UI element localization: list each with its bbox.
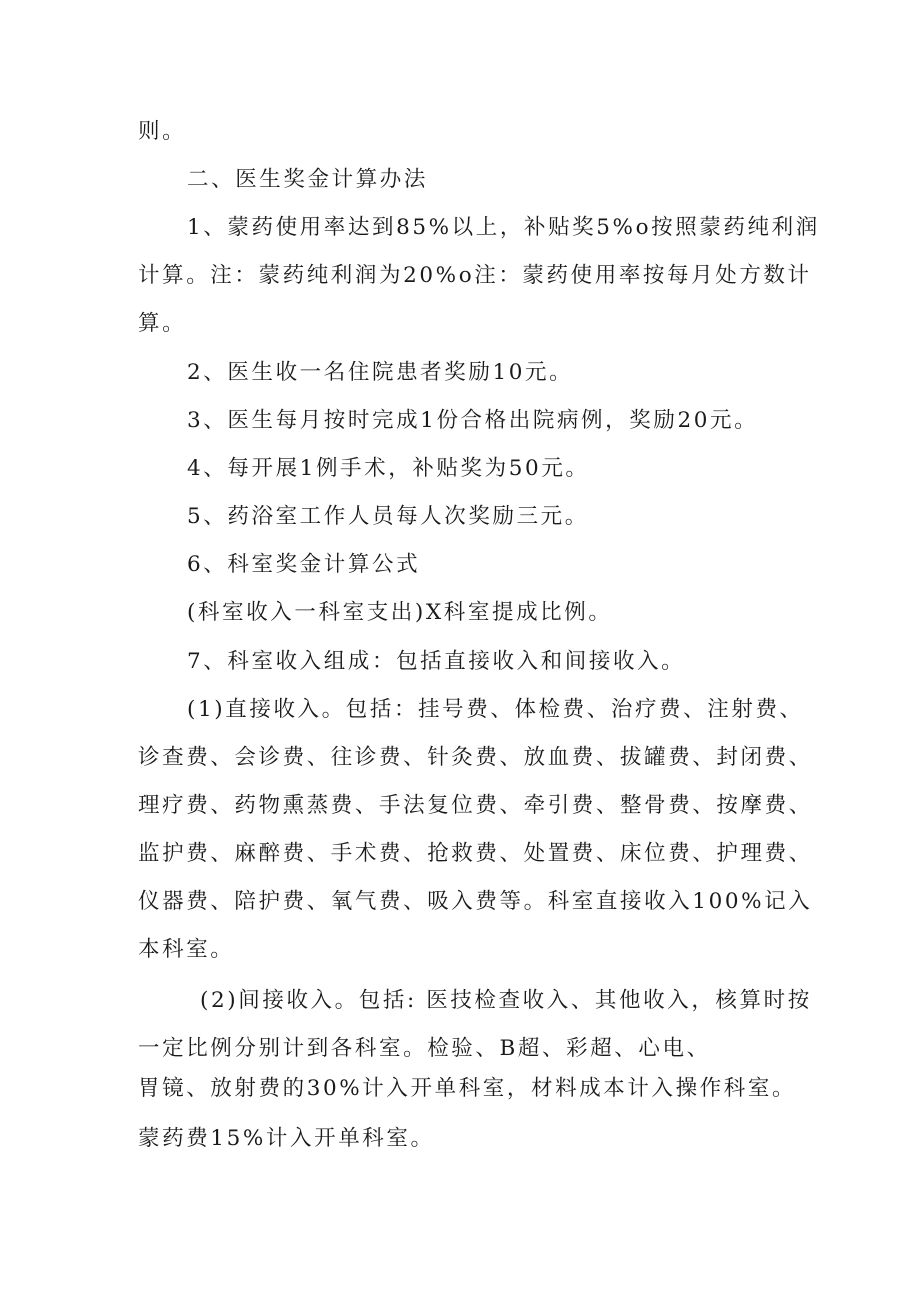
text-line-10: 6、科室奖金计算公式 xyxy=(187,552,421,577)
text-line-19: (2)间接收入。包括: 医技检查收入、其他收入，核算时按 xyxy=(200,988,812,1013)
text-line-15: 理疗费、药物熏蒸费、手法复位费、牵引费、整骨费、按摩费、 xyxy=(138,793,813,818)
text-line-17: 仪器费、陪护费、氧气费、吸入费等。科室直接收入100%记入 xyxy=(138,889,813,914)
formula-line: (科室收入一科室支出)X科室提成比例。 xyxy=(187,600,613,625)
section-heading: 二、医生奖金计算办法 xyxy=(187,167,429,192)
text-line-7: 3、医生每月按时完成1份合格出院病例，奖励20元。 xyxy=(187,408,759,433)
text-line-21: 胃镜、放射费的30%计入开单科室，材料成本计入操作科室。 xyxy=(138,1076,797,1101)
text-line-20: 一定比例分别计到各科室。检验、B超、彩超、心电、 xyxy=(138,1036,711,1061)
text-line-6: 2、医生收一名住院患者奖励10元。 xyxy=(187,360,574,385)
text-line-13: (1)直接收入。包括：挂号费、体检费、治疗费、注射费、 xyxy=(187,697,804,722)
text-line-22: 蒙药费15%计入开单科室。 xyxy=(138,1126,435,1151)
text-line-8: 4、每开展1例手术，补贴奖为50元。 xyxy=(187,456,590,481)
text-line-14: 诊查费、会诊费、往诊费、针灸费、放血费、拔罐费、封闭费、 xyxy=(138,745,813,770)
text-line-9: 5、药浴室工作人员每人次奖励三元。 xyxy=(187,504,589,529)
text-line-12: 7、科室收入组成：包括直接收入和间接收入。 xyxy=(187,649,686,674)
text-line-1: 则。 xyxy=(138,119,187,144)
text-line-4: 计算。注：蒙药纯利润为20%o注：蒙药使用率按每月处方数计 xyxy=(138,263,812,288)
text-line-5: 算。 xyxy=(138,311,187,336)
text-line-16: 监护费、麻醉费、手术费、抢救费、处置费、床位费、护理费、 xyxy=(138,841,813,866)
text-line-3: 1、蒙药使用率达到85%以上，补贴奖5%o按照蒙药纯利润 xyxy=(187,215,820,240)
text-line-18: 本科室。 xyxy=(138,937,235,962)
